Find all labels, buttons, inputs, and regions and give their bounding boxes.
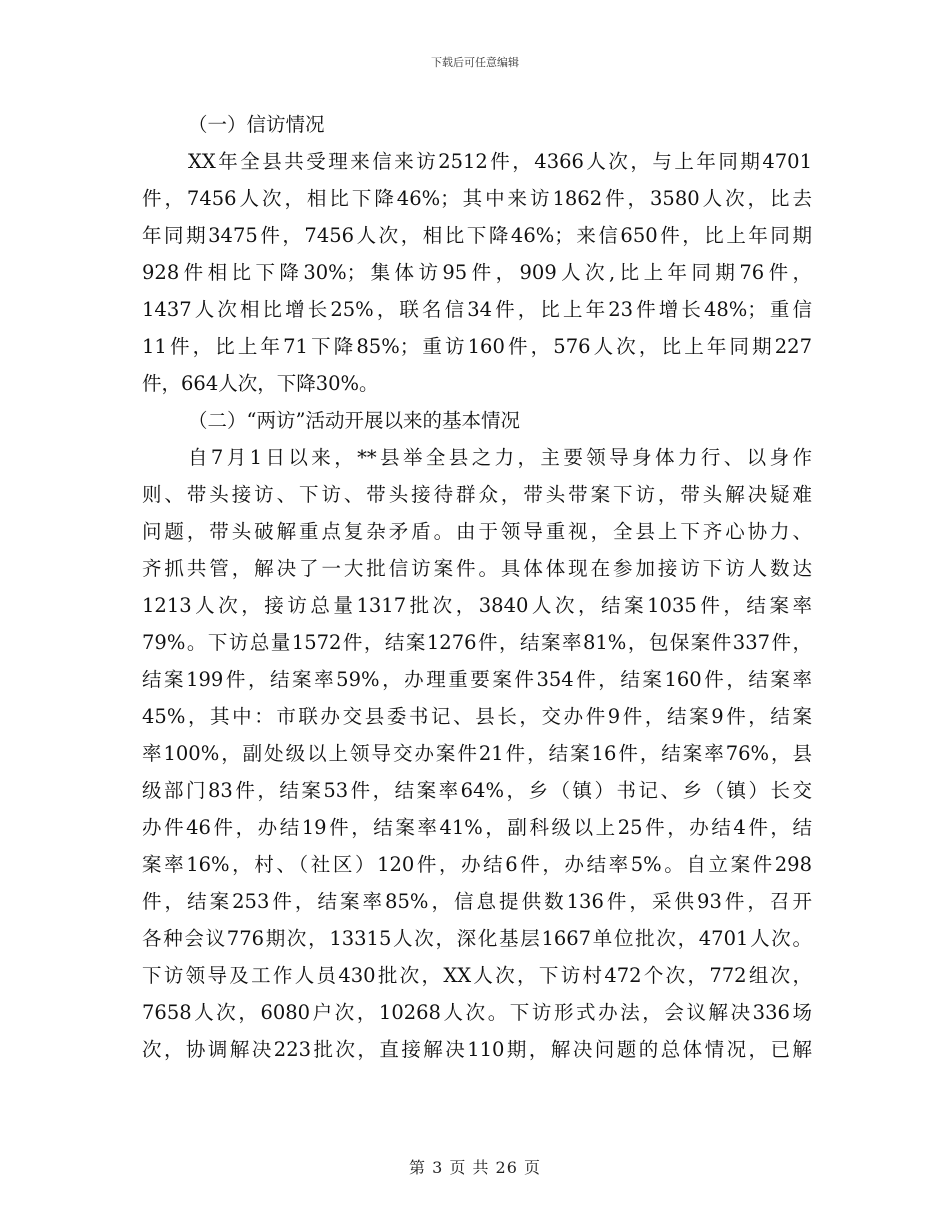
paragraph-line: 结案199件，结案率59%，办理重要案件354件，结案160件，结案率 (142, 668, 812, 691)
paragraph-line: 1437人次相比增长25%，联名信34件，比上年23件增长48%；重信 (142, 298, 812, 321)
document-body (142, 106, 812, 1068)
section-heading: （二）“两访”活动开展以来的基本情况 (188, 409, 520, 432)
paragraph-line: 45%，其中：市联办交县委书记、县长，交办件9件，结案9件，结案 (142, 705, 812, 728)
paragraph-line: 11件，比上年71下降85%；重访160件，576人次，比上年同期227 (142, 335, 812, 358)
paragraph-line: 79%。下访总量1572件，结案1276件，结案率81%，包保案件337件， (142, 631, 812, 654)
paragraph-line: 问题，带头破解重点复杂矛盾。由于领导重视，全县上下齐心协力、 (142, 520, 812, 543)
paragraph-line: 办件46件，办结19件，结案率41%，副科级以上25件，办结4件，结 (142, 816, 812, 839)
page-footer: 第 3 页 共 26 页 (409, 1158, 541, 1177)
paragraph-line: 各种会议776期次，13315人次，深化基层1667单位批次，4701人次。 (142, 927, 812, 950)
paragraph-line: 年同期3475件，7456人次，相比下降46%；来信650件，比上年同期 (142, 224, 812, 247)
paragraph-line: XX年全县共受理来信来访2512件，4366人次，与上年同期4701 (188, 150, 812, 173)
section-heading: （一）信访情况 (188, 113, 325, 136)
paragraph-line: 次，协调解决223批次，直接解决110期，解决问题的总体情况，已解 (142, 1038, 812, 1061)
paragraph-line: 1213人次，接访总量1317批次，3840人次，结案1035件，结案率 (142, 594, 812, 617)
paragraph-line: 928件相比下降30%；集体访95件，909人次,比上年同期76件， (142, 261, 812, 284)
paragraph-line: 级部门83件，结案53件，结案率64%，乡（镇）书记、乡（镇）长交 (142, 779, 812, 802)
paragraph-line: 下访领导及工作人员430批次，XX人次，下访村472个次，772组次， (142, 964, 812, 987)
paragraph-line: 率100%，副处级以上领导交办案件21件，结案16件，结案率76%，县 (142, 742, 812, 765)
paragraph-line: 自7月1日以来，**县举全县之力，主要领导身体力行、以身作 (188, 446, 812, 469)
paragraph-line: 件，7456人次，相比下降46%；其中来访1862件，3580人次，比去 (142, 187, 812, 210)
page-header: 下载后可任意编辑 (431, 56, 519, 69)
paragraph-line: 件，结案253件，结案率85%，信息提供数136件，采供93件，召开 (142, 890, 812, 913)
paragraph-line: 案率16%，村、（社区）120件，办结6件，办结率5%。自立案件298 (142, 853, 812, 876)
paragraph-line: 7658人次，6080户次，10268人次。下访形式办法，会议解决336场 (142, 1001, 812, 1024)
paragraph-line: 齐抓共管，解决了一大批信访案件。具体体现在参加接访下访人数达 (142, 557, 812, 580)
paragraph-line: 件，664人次，下降30%。 (142, 372, 379, 395)
paragraph-line: 则、带头接访、下访、带头接待群众，带头带案下访，带头解决疑难 (142, 483, 812, 506)
